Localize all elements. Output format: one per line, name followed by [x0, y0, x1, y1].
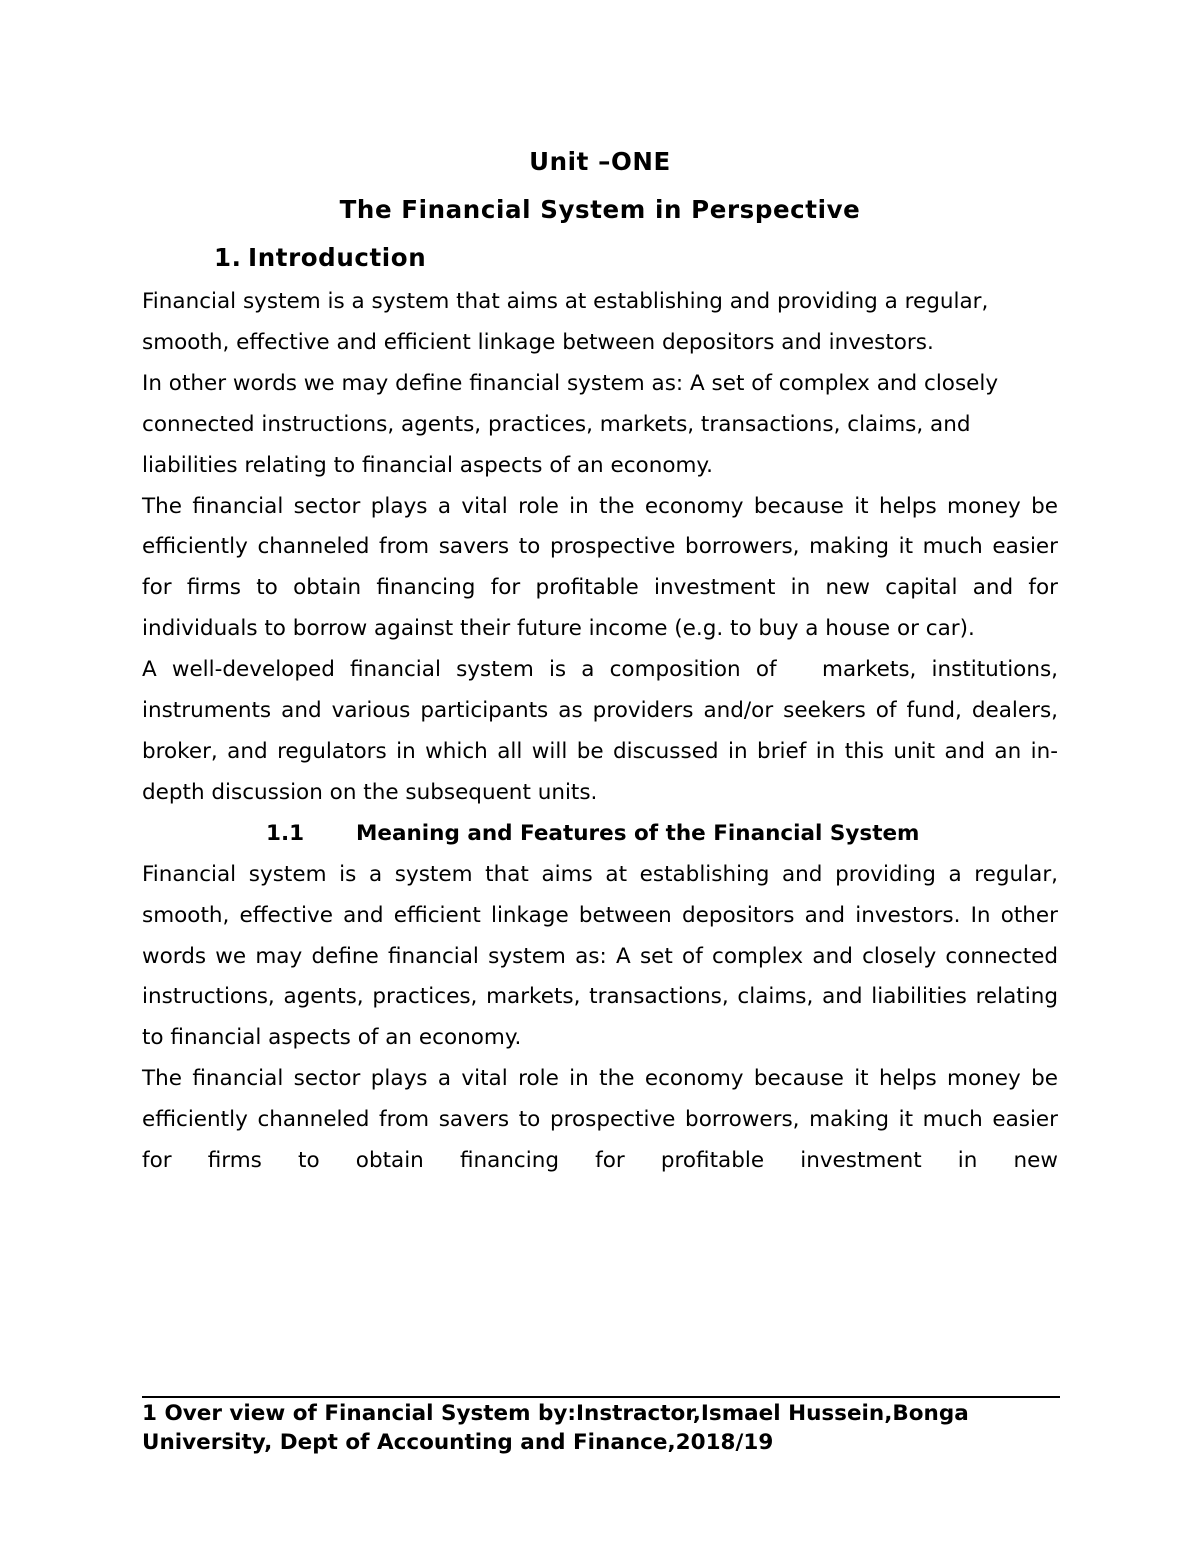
footnote: 1 Over view of Financial System by:Instractor,Ismael Hussein,Bonga University, Dept of Accounting and Finance,2018/19	[142, 1401, 969, 1455]
intro-heading	[142, 234, 1058, 282]
section-heading-label: Meaning and Features of the Financial System	[356, 820, 920, 846]
intro-heading-label: Introduction	[248, 243, 427, 272]
section-paragraph: The financial sector plays a vital role in the economy because it helps money be efficiently channeled from savers to prospective borrowers, making it much easier for firms to obtain financing for profitable investment in new	[142, 1066, 1058, 1174]
main-title: The Financial System in Perspective	[339, 195, 861, 224]
section-heading	[142, 814, 1058, 855]
intro-heading-number: 1.	[214, 243, 242, 272]
section-paragraph: Financial system is a system that aims at establishing and providing a regular, smooth, effective and efficient linkage between depositors and investors. In other words we may define financial system as: A set of complex and closely connected instructions, agents, practices, markets, transactions, claims, and liabilities relating to financial aspects of an economy.	[142, 861, 1058, 1051]
intro-paragraph: A well-developed financial system is a composition of markets, institutions, instruments and various participants as providers and/or seekers of fund, dealers, broker, and regulators in which all will be discussed in brief in this unit and an in-depth discussion on the subsequent units.	[142, 657, 1065, 805]
unit-title: Unit –ONE	[529, 147, 671, 176]
intro-paragraph: The financial sector plays a vital role in the economy because it helps money be efficiently channeled from savers to prospective borrowers, making it much easier for firms to obtain financing for profitable investment in new capital and for individuals to borrow against their future income (e.g. to buy a house or car).	[142, 493, 1058, 642]
footnote-separator	[142, 1396, 1060, 1398]
document-body	[142, 138, 1065, 1182]
section-heading-number: 1.1	[266, 820, 305, 846]
intro-paragraph: Financial system is a system that aims at establishing and providing a regular, smooth, effective and efficient linkage between depositors and investors.	[142, 289, 989, 355]
intro-paragraph: In other words we may define financial system as: A set of complex and closely connected instructions, agents, practices, markets, transactions, claims, and liabilities relating to financial aspects of an economy.	[142, 370, 999, 478]
